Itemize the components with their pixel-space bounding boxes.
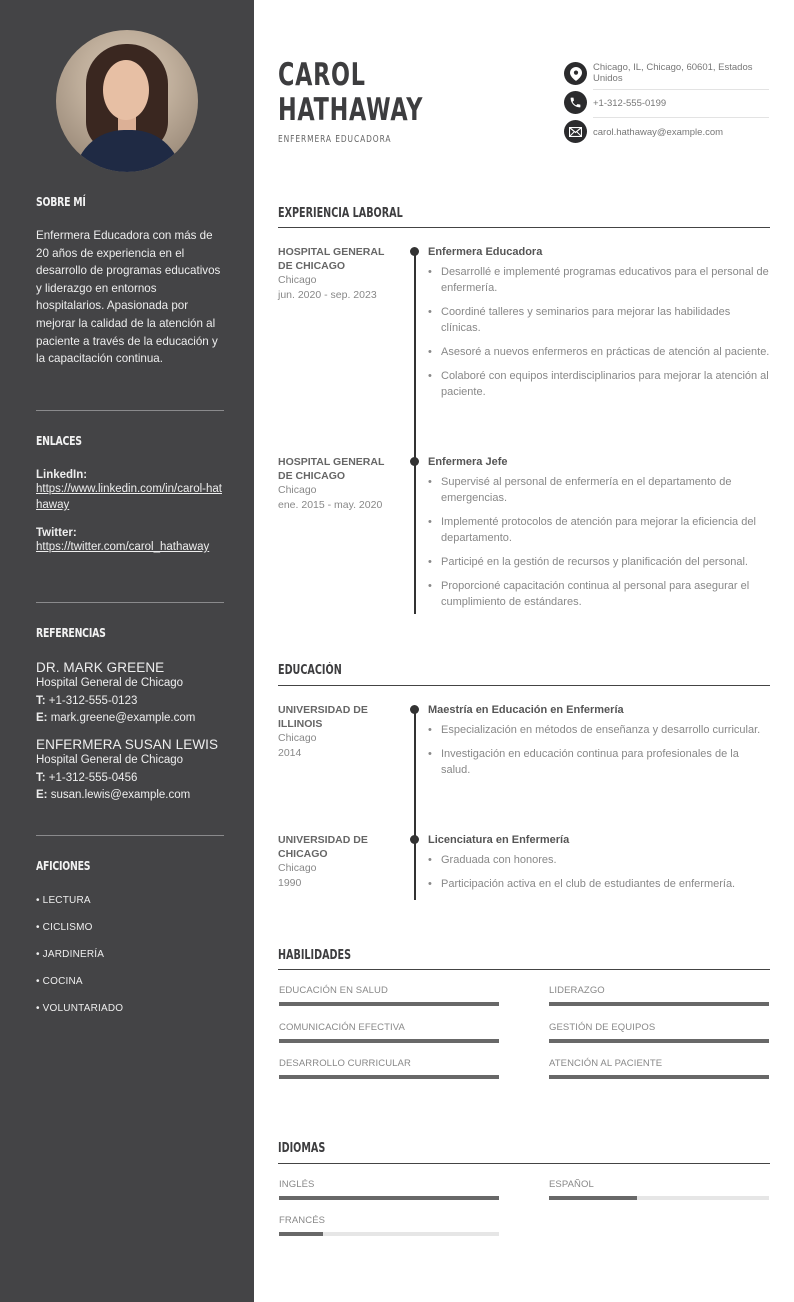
reference-phone: T: +1-312-555-0456 [36,772,138,784]
contact-address: Chicago, IL, Chicago, 60601, Estados Unidos [564,62,769,88]
phone-icon [564,91,587,114]
skill-item: ATENCIÓN AL PACIENTE [549,1058,769,1079]
skill-item: LIDERAZGO [549,985,769,1006]
hobby-item: • COCINA [36,976,83,987]
hobby-item: • VOLUNTARIADO [36,1003,124,1014]
contact-email: carol.hathaway@example.com [564,120,769,144]
sidebar-divider [36,410,224,411]
bullet-item: • Supervisé al personal de enfermería en el departamento de emergencias. [428,474,770,506]
links-section [36,434,224,555]
contact-phone: +1-312-555-0199 [564,91,769,115]
about-title: SOBRE MÍ [36,195,86,209]
skill-item: GESTIÓN DE EQUIPOS [549,1022,769,1043]
reference-email: E: susan.lewis@example.com [36,789,191,801]
location: Chicago [278,862,317,874]
link-item-linkedin [36,469,224,513]
section-rule [278,1163,770,1164]
contact-divider [593,89,769,90]
hobbies-title: AFICIONES [36,859,91,873]
bullet-list [428,722,770,778]
language-bar [549,1196,769,1200]
envelope-icon [564,120,587,143]
linkedin-link[interactable]: https://www.linkedin.com/in/carol-hathaway [36,483,222,511]
date-range: ene. 2015 - may. 2020 [278,498,383,511]
hobby-item: • LECTURA [36,895,91,906]
linkedin-label: LinkedIn: [36,469,88,481]
reference-item [36,737,224,802]
language-bar [279,1232,499,1236]
twitter-label: Twitter: [36,527,77,539]
bullet-list [428,852,770,892]
date-range: jun. 2020 - sep. 2023 [278,288,377,301]
bullet-list [428,264,770,400]
bullet-item: • Coordiné talleres y seminarios para mejorar las habilidades clínicas. [428,304,770,336]
bullet-item: • Graduada con honores. [428,852,770,868]
reference-org: Hospital General de Chicago [36,754,184,766]
section-rule [278,227,770,228]
institution: UNIVERSIDAD DE CHICAGO [278,834,368,860]
profile-photo [56,30,198,172]
timeline-line [414,710,416,900]
hobbies-section [36,859,224,1030]
timeline-dot [410,705,419,714]
role-title: Enfermera Jefe [428,456,508,468]
education-title: EDUCACIÓN [278,663,342,678]
location-pin-icon [564,62,587,85]
reference-org: Hospital General de Chicago [36,677,184,689]
role-title: Enfermera Educadora [428,246,543,258]
experience-title: EXPERIENCIA LABORAL [278,206,403,221]
degree-title: Maestría en Educación en Enfermería [428,704,624,716]
language-item: INGLÉS [279,1179,499,1200]
about-section [36,195,224,368]
bullet-item: • Desarrollé e implementé programas educativos para el personal de enfermería. [428,264,770,296]
language-item: FRANCÉS [279,1215,499,1236]
references-title: REFERENCIAS [36,626,106,640]
employer: HOSPITAL GENERAL DE CHICAGO [278,456,385,482]
bullet-list [428,474,770,610]
about-text: Enfermera Educadora con más de 20 años de experiencia en el desarrollo de programas educativos y liderazgo en entornos hospitalarios. Apasionada por mejorar la calidad de la atención al paciente a través de la educación y la capacitación continua. [36,229,221,366]
section-rule [278,969,770,970]
timeline-dot [410,835,419,844]
graduation-year: 2014 [278,746,302,759]
job-title: ENFERMERA EDUCADORA [278,134,392,145]
skill-item: EDUCACIÓN EN SALUD [279,985,499,1006]
skill-bar [549,1039,769,1043]
institution: UNIVERSIDAD DE ILLINOIS [278,704,368,730]
skills-title: HABILIDADES [278,948,352,963]
twitter-link[interactable]: https://twitter.com/carol_hathaway [36,541,210,553]
graduation-year: 1990 [278,876,302,889]
language-item: ESPAÑOL [549,1179,769,1200]
bullet-item: • Especialización en métodos de enseñanza y desarrollo curricular. [428,722,770,738]
bullet-item: • Participación activa en el club de estudiantes de enfermería. [428,876,770,892]
contact-divider [593,117,769,118]
skill-bar [279,1075,499,1079]
sidebar-divider [36,835,224,836]
bullet-item: • Asesoré a nuevos enfermeros en prácticas de atención al paciente. [428,344,770,360]
skill-item: DESARROLLO CURRICULAR [279,1058,499,1079]
timeline-line [414,252,416,614]
bullet-item: • Colaboré con equipos interdisciplinarios para mejorar la atención al paciente. [428,368,770,400]
bullet-item: • Participé en la gestión de recursos y planificación del personal. [428,554,770,570]
bullet-item: • Implementé protocolos de atención para mejorar la eficiencia del departamento. [428,514,770,546]
employer: HOSPITAL GENERAL DE CHICAGO [278,246,385,272]
bullet-item: • Investigación en educación continua para profesionales de la salud. [428,746,770,778]
location: Chicago [278,732,317,744]
skill-bar [549,1002,769,1006]
languages-title: IDIOMAS [278,1141,326,1156]
links-title: ENLACES [36,434,82,448]
section-rule [278,685,770,686]
hobby-item: • CICLISMO [36,922,93,933]
sidebar-divider [36,602,224,603]
skill-bar [549,1075,769,1079]
reference-item [36,660,224,725]
hobby-item: • JARDINERÍA [36,949,105,960]
skill-bar [279,1039,499,1043]
reference-email: E: mark.greene@example.com [36,712,196,724]
link-item-twitter [36,527,224,555]
references-section [36,626,224,802]
timeline-dot [410,457,419,466]
degree-title: Licenciatura en Enfermería [428,834,570,846]
skill-item: COMUNICACIÓN EFECTIVA [279,1022,499,1043]
timeline-dot [410,247,419,256]
language-bar [279,1196,499,1200]
full-name: CAROL HATHAWAY [278,57,424,128]
skill-bar [279,1002,499,1006]
reference-name: ENFERMERA SUSAN LEWIS [36,737,219,752]
reference-phone: T: +1-312-555-0123 [36,695,138,707]
reference-name: DR. MARK GREENE [36,660,165,675]
bullet-item: • Proporcioné capacitación continua al personal para asegurar el cumplimiento de estándares. [428,578,770,610]
location: Chicago [278,484,317,496]
location: Chicago [278,274,317,286]
